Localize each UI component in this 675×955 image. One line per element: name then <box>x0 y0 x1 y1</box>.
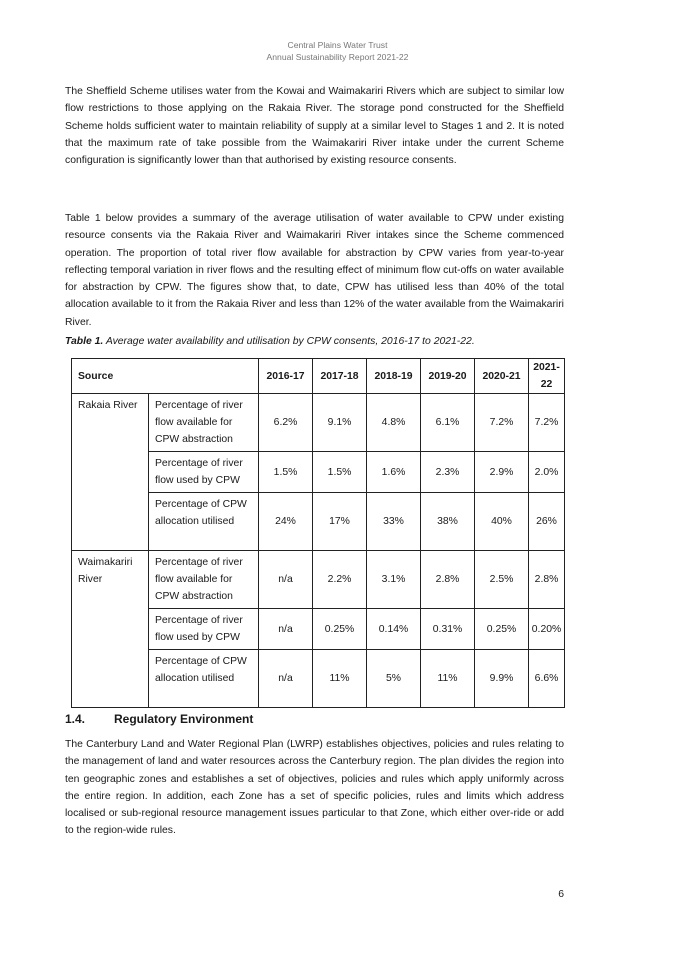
value-cell: 0.25% <box>475 609 529 650</box>
value-cell: 5% <box>367 650 421 708</box>
header-org: Central Plains Water Trust <box>287 40 388 50</box>
page-number: 6 <box>558 889 564 900</box>
table-caption-text: Average water availability and utilisation by CPW consents, 2016-17 to 2021-22. <box>105 336 475 347</box>
source-cell: Waimakariri River <box>72 551 149 708</box>
value-cell: 0.14% <box>367 609 421 650</box>
water-utilisation-table <box>71 358 565 708</box>
value-cell: 11% <box>313 650 367 708</box>
table-row <box>72 551 565 609</box>
value-cell: n/a <box>259 551 313 609</box>
value-cell: 0.31% <box>421 609 475 650</box>
value-cell: 7.2% <box>529 394 565 452</box>
header-year: 2019-20 <box>421 359 475 394</box>
value-cell: 6.2% <box>259 394 313 452</box>
section-number: 1.4. <box>65 712 86 726</box>
value-cell: 1.6% <box>367 452 421 493</box>
value-cell: 11% <box>421 650 475 708</box>
value-cell: 9.1% <box>313 394 367 452</box>
value-cell: 2.9% <box>475 452 529 493</box>
paragraph-regulatory: The Canterbury Land and Water Regional Plan (LWRP) establishes objectives, policies and rules relating to the management of land and water resources across the Canterbury region. The plan divides the region into ten geographic zones and establishes a set of objectives, policies and rules which apply uniformly across the entire region. In addition, each Zone has a set of specific policies, rules and limits which address localised or sub-regional resource management issues particular to that Zone, which either over-ride or add to the region-wide rules. <box>65 739 564 837</box>
value-cell: 1.5% <box>313 452 367 493</box>
value-cell: 38% <box>421 493 475 551</box>
value-cell: 7.2% <box>475 394 529 452</box>
value-cell: 4.8% <box>367 394 421 452</box>
metric-cell: Percentage of CPW allocation utilised <box>149 493 259 551</box>
section-title: Regulatory Environment <box>114 712 254 726</box>
value-cell: n/a <box>259 650 313 708</box>
header-report: Annual Sustainability Report 2021-22 <box>266 51 409 62</box>
value-cell: 3.1% <box>367 551 421 609</box>
metric-cell: Percentage of CPW allocation utilised <box>149 650 259 708</box>
report-header <box>0 40 675 63</box>
value-cell: 2.2% <box>313 551 367 609</box>
value-cell: 33% <box>367 493 421 551</box>
header-year: 2020-21 <box>475 359 529 394</box>
paragraph-sheffield-scheme: The Sheffield Scheme utilises water from the Kowai and Waimakariri Rivers which are subject to similar low flow restrictions to those applying on the Rakaia River. The storage pond constructed for the Sheffield Scheme holds sufficient water to maintain reliability of supply at a similar level to Stages 1 and 2. It is noted that the maximum rate of take possible from the Waimakariri River intake under the current Scheme configuration is significantly lower than that authorised by existing resource consents. <box>65 86 564 167</box>
metric-cell: Percentage of river flow used by CPW <box>149 609 259 650</box>
section-heading <box>65 712 253 726</box>
header-year: 2018-19 <box>367 359 421 394</box>
value-cell: n/a <box>259 609 313 650</box>
value-cell: 2.8% <box>421 551 475 609</box>
metric-cell: Percentage of river flow available for CPW abstraction <box>149 551 259 609</box>
table-caption-label: Table 1. <box>65 336 104 347</box>
header-source: Source <box>72 359 259 394</box>
table-header-row <box>72 359 565 394</box>
value-cell: 2.3% <box>421 452 475 493</box>
value-cell: 6.1% <box>421 394 475 452</box>
header-year: 2016-17 <box>259 359 313 394</box>
value-cell: 40% <box>475 493 529 551</box>
value-cell: 6.6% <box>529 650 565 708</box>
value-cell: 2.8% <box>529 551 565 609</box>
value-cell: 24% <box>259 493 313 551</box>
header-year: 2021-22 <box>529 359 565 394</box>
source-cell: Rakaia River <box>72 394 149 551</box>
header-year: 2017-18 <box>313 359 367 394</box>
value-cell: 0.25% <box>313 609 367 650</box>
value-cell: 9.9% <box>475 650 529 708</box>
value-cell: 2.5% <box>475 551 529 609</box>
table-row <box>72 394 565 452</box>
metric-cell: Percentage of river flow available for CPW abstraction <box>149 394 259 452</box>
value-cell: 0.20% <box>529 609 565 650</box>
paragraph-table-summary: Table 1 below provides a summary of the average utilisation of water available to CPW under existing resource consents via the Rakaia River and Waimakariri River intakes since the Scheme commenced operation. The proportion of total river flow available for abstraction by CPW varies from year-to-year reflecting temporal variation in river flows and the resulting effect of minimum flow cut-offs on water available for abstraction by CPW. The figures show that, to date, CPW has utilised less than 40% of the total allocation available to it from the Rakaia River and less than 12% of the water available from the Waimakariri River. <box>65 213 564 328</box>
value-cell: 1.5% <box>259 452 313 493</box>
table-caption <box>65 336 585 347</box>
metric-cell: Percentage of river flow used by CPW <box>149 452 259 493</box>
value-cell: 17% <box>313 493 367 551</box>
value-cell: 26% <box>529 493 565 551</box>
value-cell: 2.0% <box>529 452 565 493</box>
